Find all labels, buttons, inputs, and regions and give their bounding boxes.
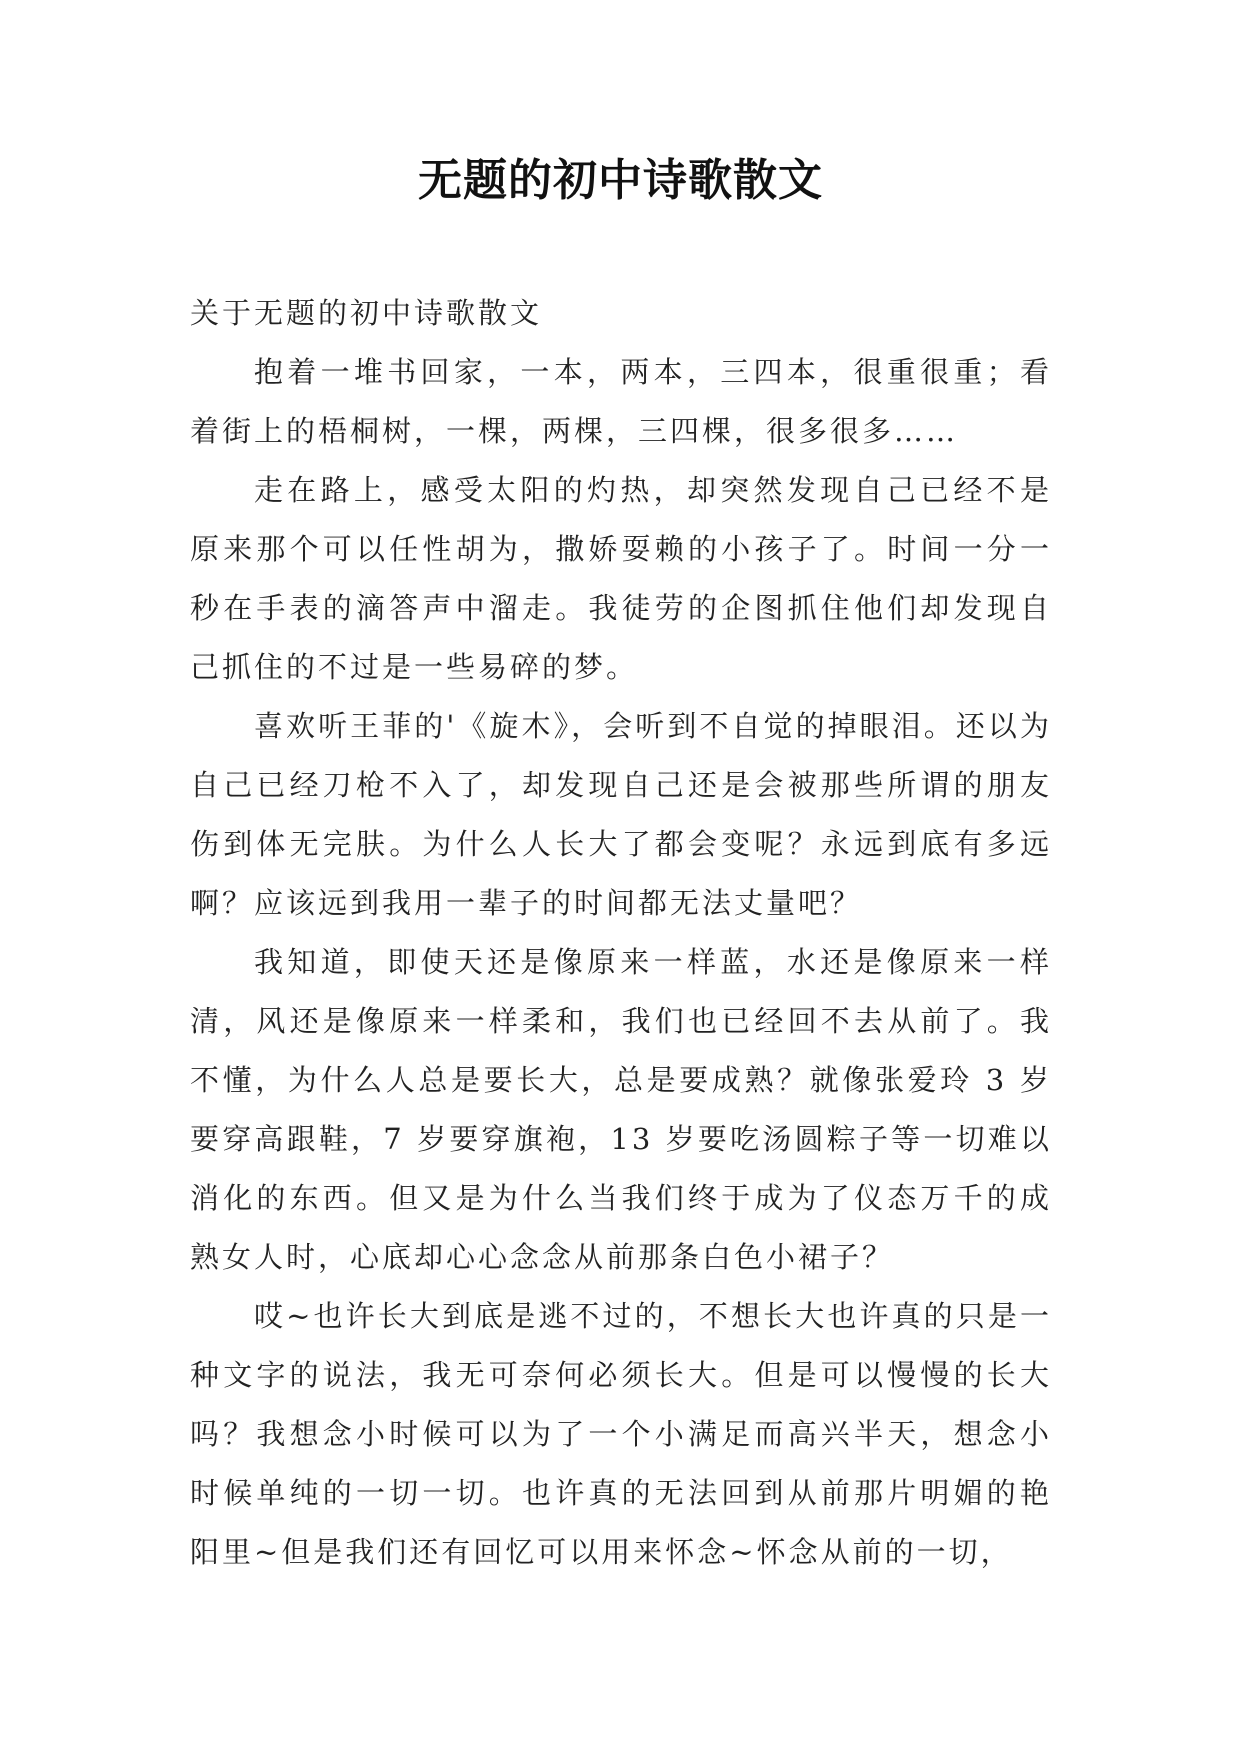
paragraph-5: 哎~也许长大到底是逃不过的，不想长大也许真的只是一种文字的说法，我无可奈何必须长大。但是可以慢慢的长大吗？我想念小时候可以为了一个小满足而高兴半天，想念小时候单纯的一切一切。也许真的无法回到从前那片明媚的艳阳里~但是我们还有回忆可以用来怀念~怀念从前的一切，: [190, 1299, 1052, 1569]
document-subtitle: 关于无题的初中诗歌散文: [190, 296, 543, 330]
paragraph-1: 抱着一堆书回家，一本，两本，三四本，很重很重；看着街上的梧桐树，一棵，两棵，三四棵，很多很多……: [190, 355, 1052, 448]
paragraph-3: 喜欢听王菲的'《旋木》，会听到不自觉的掉眼泪。还以为自己已经刀枪不入了，却发现自己还是会被那些所谓的朋友伤到体无完肤。为什么人长大了都会变呢？永远到底有多远啊？应该远到我用一辈子的时间都无法丈量吧？: [190, 709, 1052, 920]
paragraph-4: 我知道，即使天还是像原来一样蓝，水还是像原来一样清，风还是像原来一样柔和，我们也已经回不去从前了。我不懂，为什么人总是要长大，总是要成熟？就像张爱玲 3 岁要穿高跟鞋，7 岁要穿旗袍，13 岁要吃汤圆粽子等一切难以消化的东西。但又是为什么当我们终于成为了仪态万千的成熟女人时，心底却心心念念从前那条白色小裙子？: [190, 945, 1052, 1274]
document-title: 无题的初中诗歌散文: [418, 155, 823, 206]
document-body: [190, 284, 1052, 1582]
paragraph-2: 走在路上，感受太阳的灼热，却突然发现自己已经不是原来那个可以任性胡为，撒娇耍赖的小孩子了。时间一分一秒在手表的滴答声中溜走。我徒劳的企图抓住他们却发现自己抓住的不过是一些易碎的梦。: [190, 473, 1052, 684]
